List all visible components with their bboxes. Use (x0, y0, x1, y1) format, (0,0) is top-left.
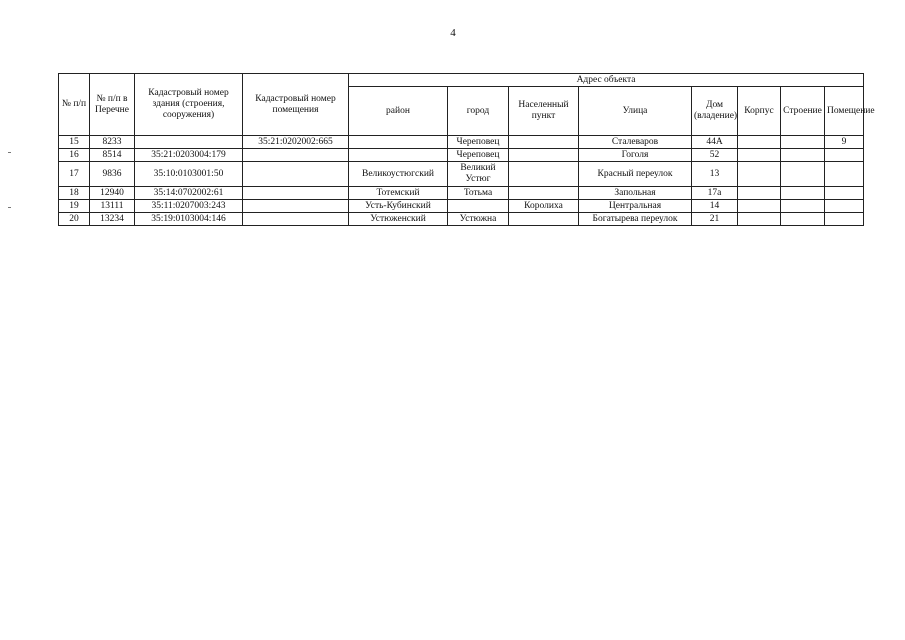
cell-block (738, 149, 781, 162)
header-list-num: № п/п в Перечне (90, 74, 135, 136)
cell-house: 52 (692, 149, 738, 162)
header-city: город (448, 87, 509, 136)
cell-block (738, 200, 781, 213)
cell-settlement (509, 162, 579, 187)
cell-building-cadastral: 35:14:0702002:61 (135, 187, 243, 200)
cell-num: 19 (59, 200, 90, 213)
cell-street: Красный переулок (579, 162, 692, 187)
cell-list-num: 12940 (90, 187, 135, 200)
cell-structure (781, 200, 825, 213)
cell-building-cadastral: 35:21:0203004:179 (135, 149, 243, 162)
cell-list-num: 13234 (90, 213, 135, 226)
cell-building-cadastral: 35:10:0103001:50 (135, 162, 243, 187)
cell-list-num: 13111 (90, 200, 135, 213)
cell-street: Богатырева переулок (579, 213, 692, 226)
cell-room (825, 162, 864, 187)
header-structure: Строение (781, 87, 825, 136)
cell-num: 20 (59, 213, 90, 226)
cell-list-num: 8514 (90, 149, 135, 162)
page-number: 4 (450, 27, 456, 39)
cell-house: 17а (692, 187, 738, 200)
header-settlement: Населенный пункт (509, 87, 579, 136)
cell-num: 18 (59, 187, 90, 200)
header-num: № п/п (59, 74, 90, 136)
cell-settlement (509, 213, 579, 226)
cell-room (825, 149, 864, 162)
cell-street: Гоголя (579, 149, 692, 162)
cell-street: Сталеваров (579, 136, 692, 149)
cell-num: 15 (59, 136, 90, 149)
table-row (59, 136, 864, 149)
cell-house: 13 (692, 162, 738, 187)
table-row (59, 162, 864, 187)
cell-settlement (509, 136, 579, 149)
cell-structure (781, 213, 825, 226)
cell-settlement (509, 187, 579, 200)
cell-city: Устюжна (448, 213, 509, 226)
cell-city: Тотьма (448, 187, 509, 200)
cell-structure (781, 136, 825, 149)
cell-city (448, 200, 509, 213)
header-room: Помещение (825, 87, 864, 136)
cell-room (825, 213, 864, 226)
margin-mark (8, 207, 11, 208)
cell-city: Череповец (448, 149, 509, 162)
cell-room: 9 (825, 136, 864, 149)
cell-structure (781, 187, 825, 200)
table-row (59, 187, 864, 200)
cell-premises-cadastral (243, 213, 349, 226)
cell-city: Великий Устюг (448, 162, 509, 187)
cell-premises-cadastral (243, 200, 349, 213)
header-block: Корпус (738, 87, 781, 136)
table-row (59, 213, 864, 226)
cell-district (349, 149, 448, 162)
cell-district: Устюженский (349, 213, 448, 226)
cell-premises-cadastral (243, 162, 349, 187)
cell-list-num: 9836 (90, 162, 135, 187)
header-street: Улица (579, 87, 692, 136)
cell-block (738, 162, 781, 187)
cell-building-cadastral: 35:11:0207003:243 (135, 200, 243, 213)
cell-block (738, 136, 781, 149)
cell-building-cadastral (135, 136, 243, 149)
cell-block (738, 213, 781, 226)
header-premises-cadastral: Кадастровый номер помещения (243, 74, 349, 136)
cell-room (825, 187, 864, 200)
header-house: Дом (владение) (692, 87, 738, 136)
cell-street: Центральная (579, 200, 692, 213)
cell-premises-cadastral (243, 187, 349, 200)
cell-district (349, 136, 448, 149)
cell-num: 16 (59, 149, 90, 162)
cell-structure (781, 162, 825, 187)
cell-premises-cadastral (243, 149, 349, 162)
table-row (59, 200, 864, 213)
margin-mark (8, 152, 11, 153)
cell-building-cadastral: 35:19:0103004:146 (135, 213, 243, 226)
cell-street: Запольная (579, 187, 692, 200)
objects-table (58, 73, 875, 226)
header-building-cadastral: Кадастровый номер здания (строения, сооружения) (135, 74, 243, 136)
cell-list-num: 8233 (90, 136, 135, 149)
header-address-group: Адрес объекта (349, 74, 864, 87)
cell-house: 14 (692, 200, 738, 213)
cell-settlement (509, 149, 579, 162)
cell-house: 21 (692, 213, 738, 226)
cell-district: Усть-Кубинский (349, 200, 448, 213)
cell-block (738, 187, 781, 200)
cell-premises-cadastral: 35:21:0202002:665 (243, 136, 349, 149)
cell-settlement: Королиха (509, 200, 579, 213)
cell-district: Тотемский (349, 187, 448, 200)
cell-room (825, 200, 864, 213)
cell-house: 44А (692, 136, 738, 149)
cell-num: 17 (59, 162, 90, 187)
header-district: район (349, 87, 448, 136)
table-row (59, 149, 864, 162)
cell-city: Череповец (448, 136, 509, 149)
cell-structure (781, 149, 825, 162)
cell-district: Великоустюгский (349, 162, 448, 187)
